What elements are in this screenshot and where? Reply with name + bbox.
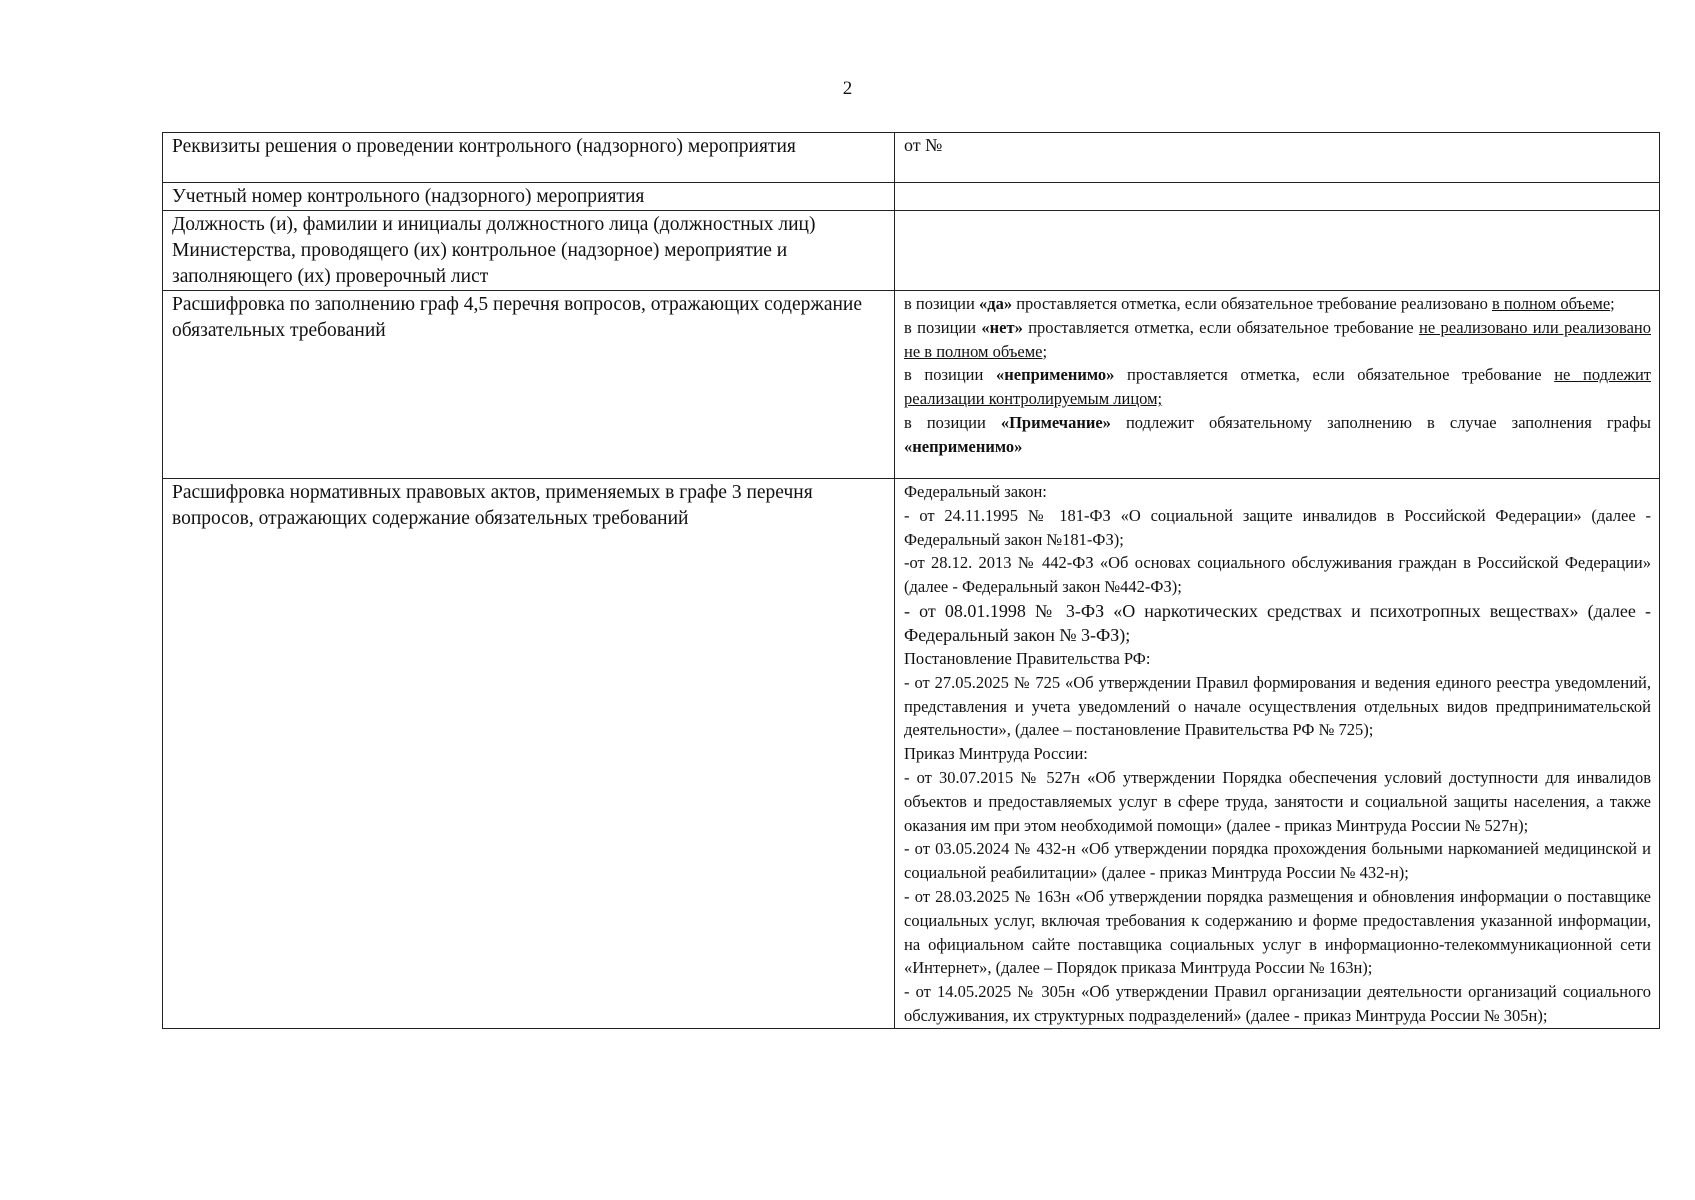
page-number: 2 xyxy=(842,78,853,99)
legal-act-item: - от 27.05.2025 № 725 «Об утверждении Правил формирования и ведения единого реестра уведомлений, представления и учета уведомлений о начале осуществления отдельных видов предпринимательской деятельности», (далее – постановление Правительства РФ № 725); xyxy=(904,672,1651,740)
official-name-value xyxy=(895,211,1660,291)
table-row xyxy=(163,479,1660,1029)
position-na-text: в позиции «неприменимо» проставляется отметка, если обязательное требование не подлежит реализации контролируемым лицом; xyxy=(904,365,1651,409)
legal-act-item: - от 30.07.2015 № 527н «Об утверждении Порядка обеспечения условий доступности для инвалидов объектов и предоставляемых услуг в сфере труда, занятости и социальной защиты населения, а также оказания им при этом необходимой помощи» (далее - приказ Минтруда России № 527н); xyxy=(904,767,1651,835)
position-yes-text: в позиции «да» проставляется отметка, если обязательное требование реализовано в полном объеме; xyxy=(904,294,1615,313)
decision-details-label: Реквизиты решения о проведении контрольного (надзорного) мероприятия xyxy=(163,133,895,183)
event-number-value xyxy=(895,183,1660,211)
position-no-text: в позиции «нет» проставляется отметка, если обязательное требование не реализовано или реализовано не в полном объеме; xyxy=(904,317,1651,361)
legal-act-item: - от 28.03.2025 № 163н «Об утверждении порядка размещения и обновления информации о поставщике социальных услуг, включая требования к содержанию и форме предоставления указанной информации, на официальном сайте поставщика социальных услуг в информационно-телекоммуникационной сети «Интернет», (далее – Порядок приказа Минтруда России № 163н); xyxy=(904,886,1651,978)
legal-act-item: - от 08.01.1998 № 3-ФЗ «О наркотических средствах и психотропных веществах» (далее - Федеральный закон № 3-ФЗ); xyxy=(904,600,1651,645)
position-note-text: в позиции «Примечание» подлежит обязательному заполнению в случае заполнения графы «неприменимо» xyxy=(904,412,1651,456)
columns-decoding-label: Расшифровка по заполнению граф 4,5 перечня вопросов, отражающих содержание обязательных требований xyxy=(163,291,895,479)
legal-act-item: - от 14.05.2025 № 305н «Об утверждении Правил организации деятельности организаций социального обслуживания, их структурных подразделений» (далее - приказ Минтруда России № 305н); xyxy=(904,982,1651,1025)
table-row xyxy=(163,183,1660,211)
table-row xyxy=(163,211,1660,291)
official-name-label: Должность (и), фамилии и инициалы должностного лица (должностных лиц) Министерства, проводящего (их) контрольное (надзорное) мероприятие и заполняющего (их) проверочный лист xyxy=(163,211,895,291)
checklist-requisites-table xyxy=(162,132,1660,1029)
event-number-label: Учетный номер контрольного (надзорного) мероприятия xyxy=(163,183,895,211)
legal-acts-label: Расшифровка нормативных правовых актов, применяемых в графе 3 перечня вопросов, отражающих содержание обязательных требований xyxy=(163,479,895,1029)
legal-act-item: -от 28.12. 2013 № 442-ФЗ «Об основах социального обслуживания граждан в Российской Федерации» (далее - Федеральный закон №442-ФЗ); xyxy=(904,553,1651,597)
table-row xyxy=(163,291,1660,479)
decision-details-value: от № xyxy=(895,133,1660,183)
legal-act-item: Приказ Минтруда России: xyxy=(904,744,1088,764)
table-row xyxy=(163,133,1660,183)
columns-decoding-value xyxy=(895,291,1660,479)
legal-act-item: Постановление Правительства РФ: xyxy=(904,648,1151,668)
legal-act-item: - от 24.11.1995 № 181-ФЗ «О социальной защите инвалидов в Российской Федерации» (далее - Федеральный закон №181-ФЗ); xyxy=(904,505,1651,549)
legal-act-item: - от 03.05.2024 № 432-н «Об утверждении порядка прохождения больными наркоманией медицинской и социальной реабилитации» (далее - приказ Минтруда России № 432-н); xyxy=(904,839,1651,883)
legal-acts-value xyxy=(895,479,1660,1029)
legal-act-item: Федеральный закон: xyxy=(904,482,1047,501)
